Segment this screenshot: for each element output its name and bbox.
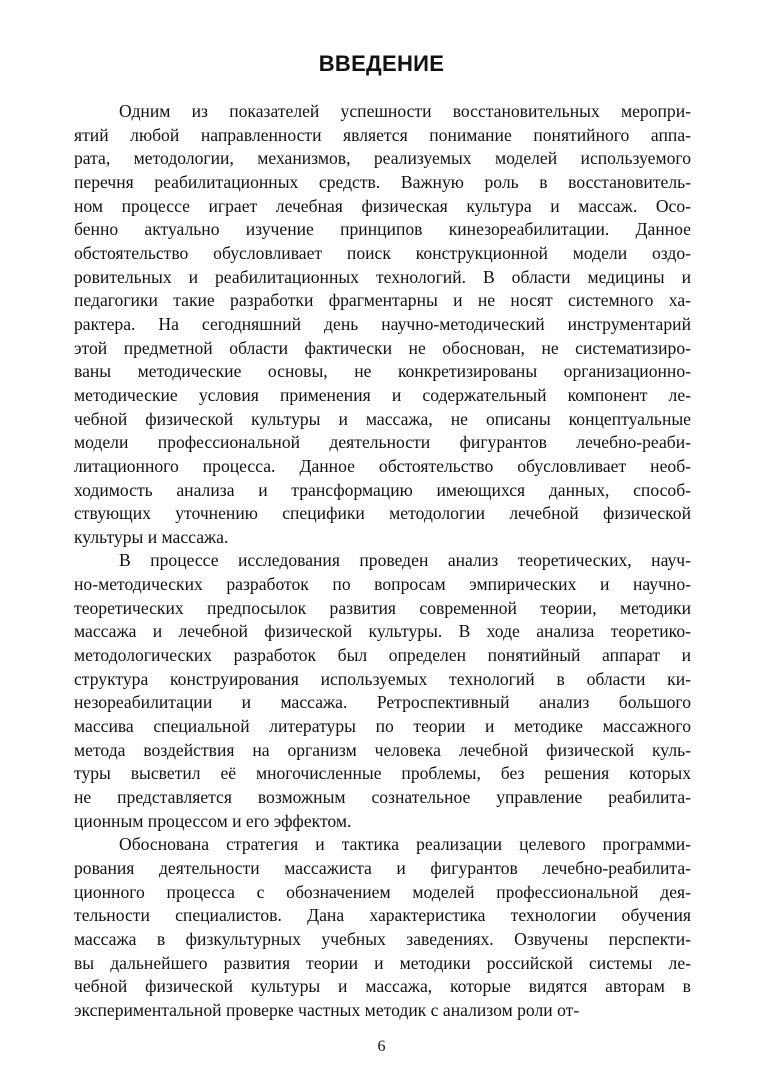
text-line: ционного процесса с обозначением моделей профессиональной дея- xyxy=(74,881,691,902)
text-line: ровительных и реабилитационных технологий. В области медицины и xyxy=(74,266,691,287)
page-title: ВВЕДЕНИЕ xyxy=(318,51,445,76)
text-line: незореабилитации и массажа. Ретроспективный анализ большого xyxy=(74,692,691,713)
text-line: культуры и массажа. xyxy=(74,526,229,547)
text-line: ционным процессом и его эффектом. xyxy=(74,810,352,831)
text-line: теоретических предпосылок развития современной теории, методики xyxy=(74,597,691,618)
text-line: методологических разработок был определен понятийный аппарат и xyxy=(74,645,691,666)
text-line: Обоснована стратегия и тактика реализации целевого программи- xyxy=(119,834,691,855)
text-line: не представляется возможным сознательное управление реабилита- xyxy=(74,787,691,808)
text-line: вы дальнейшего развития теории и методики российской системы ле- xyxy=(74,952,691,973)
text-line: туры высветил её многочисленные проблемы, без решения которых xyxy=(74,763,691,784)
text-line: бенно актуально изучение принципов кинезореабилитации. Данное xyxy=(74,219,691,240)
text-line: ном процессе играет лечебная физическая культура и массаж. Осо- xyxy=(74,195,691,216)
text-line: массива специальной литературы по теории и методике массажного xyxy=(74,716,691,737)
paragraph xyxy=(74,549,691,833)
text-line: рования деятельности массажиста и фигурантов лечебно-реабилита- xyxy=(74,858,691,878)
text-line: В процессе исследования проведен анализ теоретических, науч- xyxy=(119,550,691,571)
text-line: ятий любой направленности является понимание понятийного аппа- xyxy=(74,124,691,145)
text-line: структура конструирования используемых технологий в области ки- xyxy=(74,668,691,689)
text-line: методические условия применения и содержательный компонент ле- xyxy=(74,384,691,405)
text-line: перечня реабилитационных средств. Важную роль в восстановитель- xyxy=(74,171,691,192)
text-line: рата, методологии, механизмов, реализуемых моделей используемого xyxy=(74,148,691,169)
body-text xyxy=(74,100,691,1023)
text-line: модели профессиональной деятельности фигурантов лечебно-реаби- xyxy=(74,432,691,453)
text-line: тельности специалистов. Дана характеристика технологии обучения xyxy=(74,905,691,926)
text-line: массажа в физкультурных учебных заведениях. Озвучены перспекти- xyxy=(74,928,691,949)
page-number: 6 xyxy=(377,1038,386,1055)
text-line: чебной физической культуры и массажа, которые видятся авторам в xyxy=(74,976,691,997)
text-line: чебной физической культуры и массажа, не описаны концептуальные xyxy=(74,408,691,429)
text-line: метода воздействия на организм человека лечебной физической куль- xyxy=(74,739,691,760)
paragraph xyxy=(74,833,691,1022)
text-line: педагогики такие разработки фрагментарны и не носят системного ха- xyxy=(74,290,691,311)
text-line: экспериментальной проверке частных методик с анализом роли от- xyxy=(74,999,580,1020)
text-line: ваны методические основы, не конкретизированы организационно- xyxy=(74,361,691,382)
text-line: этой предметной области фактически не обоснован, не систематизиро- xyxy=(74,337,691,358)
text-line: рактера. На сегодняшний день научно-методический инструментарий xyxy=(74,313,691,334)
text-line: ствующих уточнению специфики методологии лечебной физической xyxy=(74,503,691,524)
text-line: массажа и лечебной физической культуры. В ходе анализа теоретико- xyxy=(74,621,691,642)
text-line: литационного процесса. Данное обстоятельство обусловливает необ- xyxy=(74,455,691,476)
text-line: ходимость анализа и трансформацию имеющихся данных, способ- xyxy=(74,479,691,500)
text-line: но-методических разработок по вопросам эмпирических и научно- xyxy=(74,574,691,595)
text-line: обстоятельство обусловливает поиск конструкционной модели оздо- xyxy=(74,242,691,263)
paragraph xyxy=(74,100,691,549)
text-line: Одним из показателей успешности восстановительных меропри- xyxy=(119,101,691,121)
